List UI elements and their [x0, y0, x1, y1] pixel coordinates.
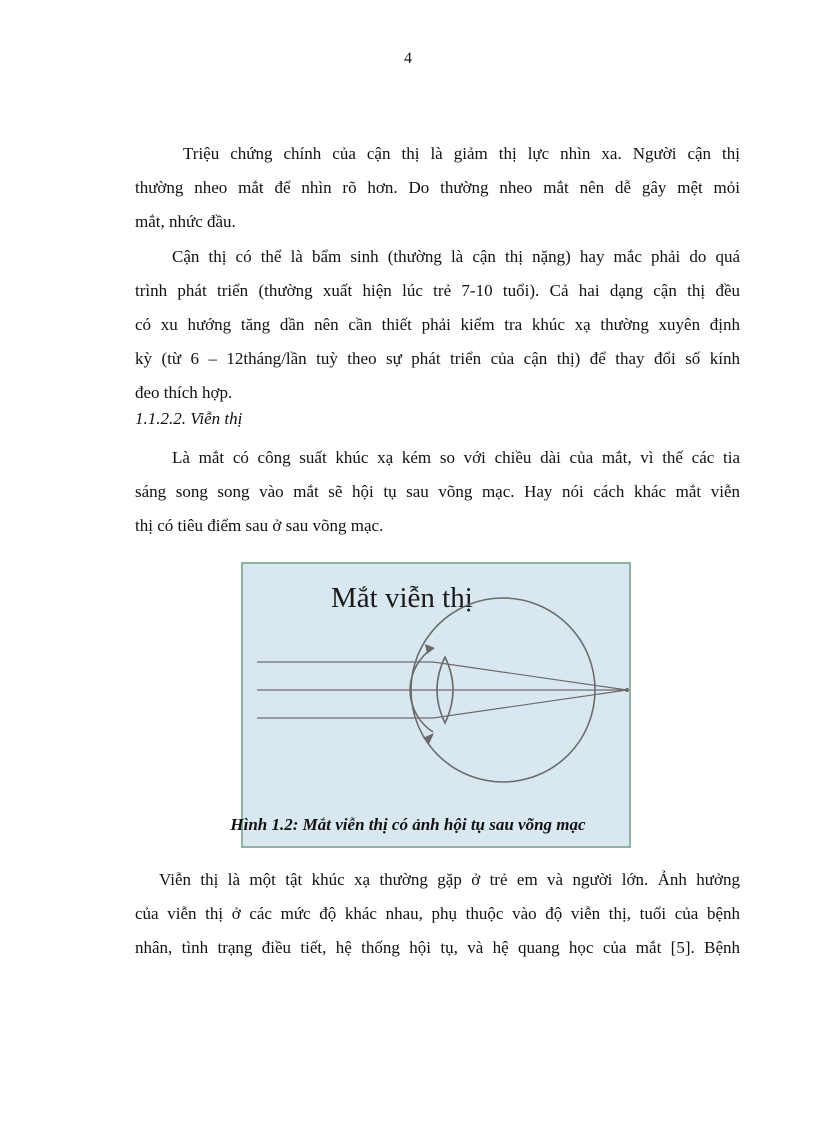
page-number: 4 [404, 50, 412, 67]
figure-title: Mắt viễn thị [331, 582, 473, 614]
text-line: của viễn thị ở các mức độ khác nhau, phụ thuộc vào độ viễn thị, tuổi của bệnh [135, 904, 740, 923]
refracted-ray-bottom [433, 690, 627, 718]
figure-caption: Hình 1.2: Mắt viễn thị có ảnh hội tụ sau võng mạc [230, 815, 586, 834]
text-line: trình phát triển (thường xuất hiện lúc trẻ 7-10 tuổi). Cả hai dạng cận thị đều [135, 281, 740, 300]
text-line: Cận thị có thể là bẩm sinh (thường là cận thị nặng) hay mắc phải do quá [172, 247, 740, 266]
paragraph-myopia-causes [135, 240, 740, 410]
text-line: đeo thích hợp. [135, 383, 233, 402]
cornea-arrow-bottom [423, 733, 434, 744]
text-line: sáng song song vào mắt sẽ hội tụ sau võng mạc. Hay nói cách khác mắt viễn [135, 482, 740, 501]
text-line: Là mắt có công suất khúc xạ kém so với chiều dài của mắt, vì thế các tia [172, 448, 740, 467]
eye-diagram [243, 564, 629, 846]
text-line: Viễn thị là một tật khúc xạ thường gặp ở trẻ em và người lớn. Ảnh hưởng [159, 870, 740, 889]
text-line: nhân, tình trạng điều tiết, hệ thống hội tụ, và hệ quang học của mắt [5]. Bệnh [135, 938, 740, 957]
text-line: mắt, nhức đầu. [135, 212, 236, 231]
text-line: Triệu chứng chính của cận thị là giảm thị lực nhìn xa. Người cận thị [183, 144, 740, 163]
section-heading: 1.1.2.2. Viễn thị [135, 409, 243, 428]
text-line: kỳ (từ 6 – 12tháng/lần tuỳ theo sự phát triển của cận thị) để thay đổi số kính [135, 349, 740, 368]
refracted-ray-top [433, 662, 627, 690]
text-line: thường nheo mắt để nhìn rõ hơn. Do thường nheo mắt nên dễ gây mệt mỏi [135, 178, 740, 197]
paragraph-hyperopia-definition [135, 441, 740, 543]
hyperopia-eye-figure [241, 562, 631, 848]
focal-point [625, 688, 629, 692]
text-line: thị có tiêu điểm sau ở sau võng mạc. [135, 516, 384, 535]
text-line: có xu hướng tăng dần nên cần thiết phải kiểm tra khúc xạ thường xuyên định [135, 315, 740, 334]
paragraph-hyperopia-effects [135, 863, 740, 965]
paragraph-myopia-symptoms [135, 137, 740, 239]
